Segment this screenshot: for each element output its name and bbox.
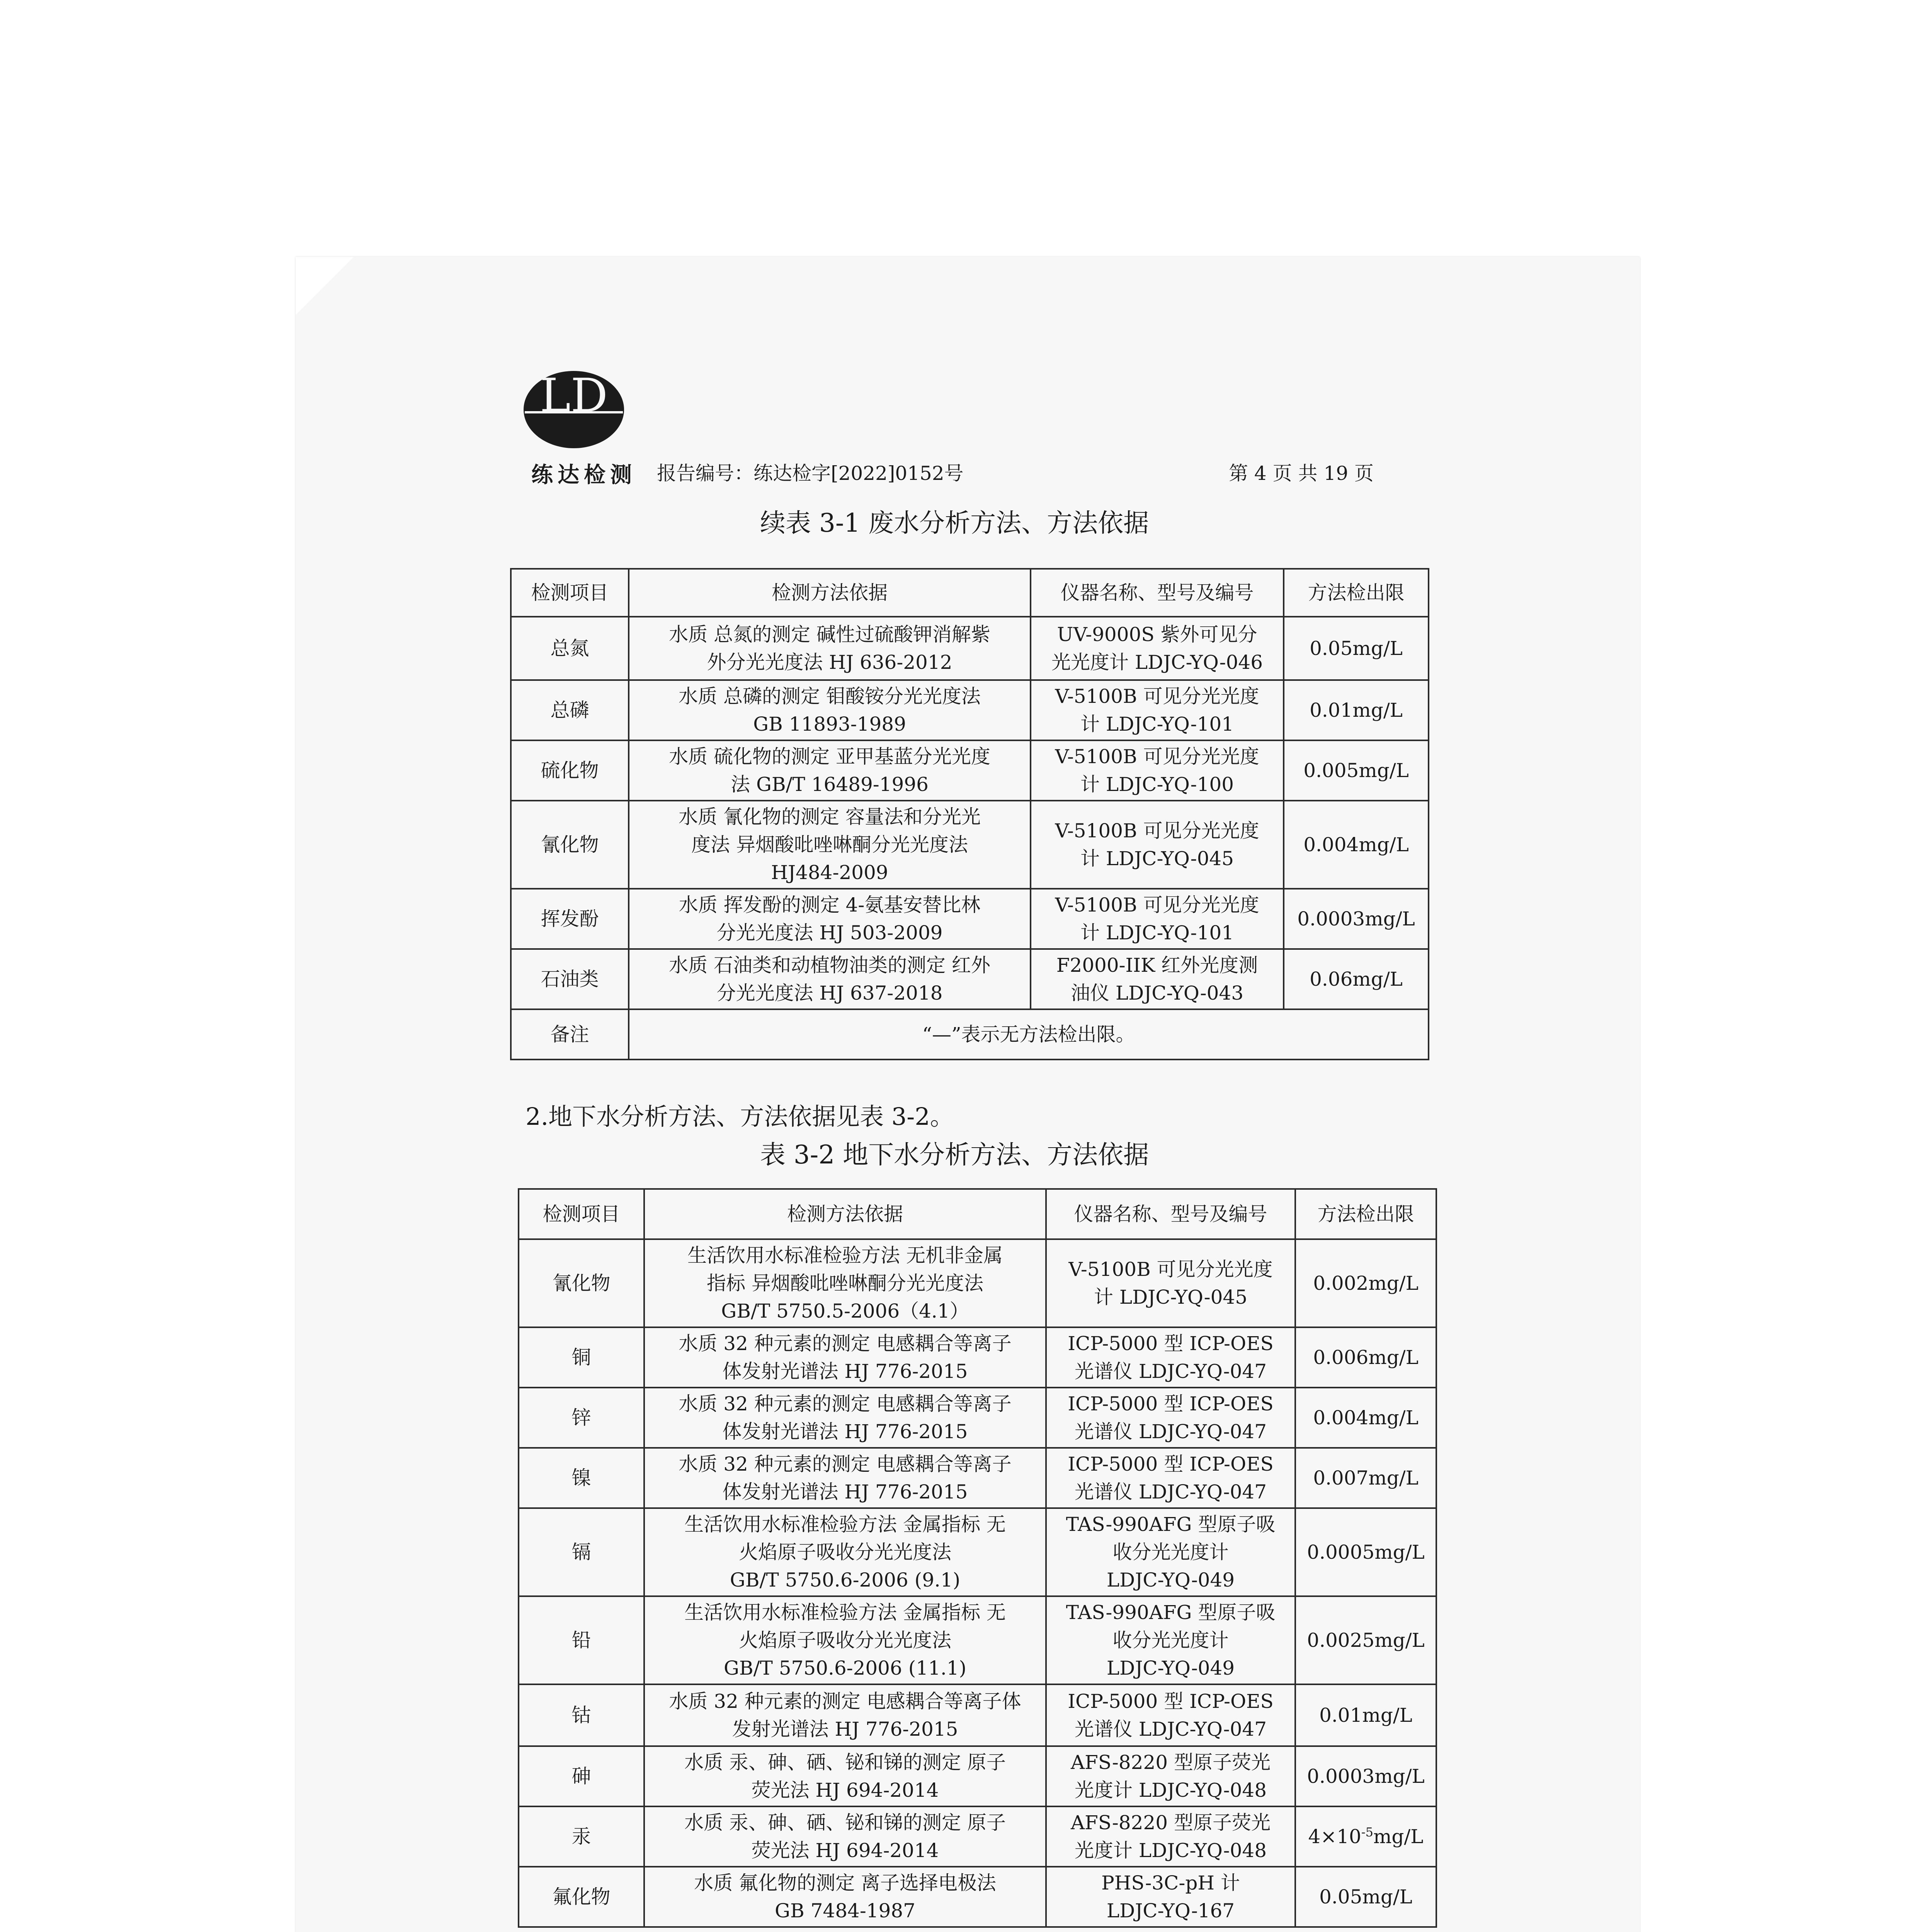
table-row: [511, 680, 1429, 740]
instrument-cell: V-5100B 可见分光光度 计 LDJC-YQ-101: [1031, 889, 1284, 949]
remark-label: 备注: [511, 1009, 629, 1060]
item-cell: 总氮: [511, 617, 629, 680]
item-cell: 砷: [519, 1746, 644, 1806]
method-cell: 生活饮用水标准检验方法 无机非金属 指标 异烟酸吡唑啉酮分光光度法 GB/T 5750.5-2006（4.1）: [644, 1239, 1046, 1327]
remark-row: [511, 1009, 1429, 1060]
method-cell: 水质 32 种元素的测定 电感耦合等离子体 发射光谱法 HJ 776-2015: [644, 1684, 1046, 1746]
instrument-cell: ICP-5000 型 ICP-OES 光谱仪 LDJC-YQ-047: [1046, 1388, 1295, 1448]
instrument-cell: AFS-8220 型原子荧光 光度计 LDJC-YQ-048: [1046, 1746, 1295, 1806]
remark-text: “—”表示无方法检出限。: [629, 1009, 1429, 1060]
logo-text: LD: [540, 369, 608, 423]
limit-cell: 0.0005mg/L: [1295, 1508, 1436, 1596]
instrument-cell: V-5100B 可见分光光度 计 LDJC-YQ-101: [1031, 680, 1284, 740]
header-cell: 方法检出限: [1284, 569, 1429, 617]
section-note: 2.地下水分析方法、方法依据见表 3-2。: [526, 1102, 954, 1131]
table-row: [519, 1239, 1436, 1327]
table-row: [519, 1746, 1436, 1806]
header-cell: 检测方法依据: [629, 569, 1031, 617]
method-cell: 生活饮用水标准检验方法 金属指标 无 火焰原子吸收分光光度法 GB/T 5750.6-2006 (9.1): [644, 1508, 1046, 1596]
company-logo: [522, 369, 626, 450]
limit-unit: mg/L: [1373, 1825, 1424, 1848]
limit-base: 4×10: [1308, 1825, 1361, 1848]
limit-cell: 0.004mg/L: [1295, 1388, 1436, 1448]
limit-cell: 0.005mg/L: [1284, 740, 1429, 801]
header-cell: 检测项目: [511, 569, 629, 617]
instrument-cell: AFS-8220 型原子荧光 光度计 LDJC-YQ-048: [1046, 1806, 1295, 1867]
item-cell: 硫化物: [511, 740, 629, 801]
limit-cell: 0.05mg/L: [1284, 617, 1429, 680]
instrument-cell: F2000-IIK 红外光度测 油仪 LDJC-YQ-043: [1031, 949, 1284, 1009]
instrument-cell: TAS-990AFG 型原子吸 收分光光度计 LDJC-YQ-049: [1046, 1596, 1295, 1684]
limit-exponent: -5: [1361, 1825, 1374, 1840]
report-number: 报告编号：练达检字[2022]0152号: [657, 462, 964, 485]
header-cell: 方法检出限: [1295, 1189, 1436, 1239]
table-row: [511, 740, 1429, 801]
method-cell: 生活饮用水标准检验方法 金属指标 无 火焰原子吸收分光光度法 GB/T 5750.6-2006 (11.1): [644, 1596, 1046, 1684]
limit-cell: 0.06mg/L: [1284, 949, 1429, 1009]
table-row: [519, 1596, 1436, 1684]
method-cell: 水质 氰化物的测定 容量法和分光光 度法 异烟酸吡唑啉酮分光光度法 HJ484-2009: [629, 801, 1031, 889]
limit-cell: 0.01mg/L: [1295, 1684, 1436, 1746]
table-row: [511, 949, 1429, 1009]
page-of-total: 第 4 页 共 19 页: [1229, 462, 1374, 485]
item-cell: 铅: [519, 1596, 644, 1684]
item-cell: 总磷: [511, 680, 629, 740]
table-row: [519, 1806, 1436, 1867]
limit-cell: 0.0025mg/L: [1295, 1596, 1436, 1684]
item-cell: 汞: [519, 1806, 644, 1867]
instrument-cell: ICP-5000 型 ICP-OES 光谱仪 LDJC-YQ-047: [1046, 1448, 1295, 1508]
instrument-cell: ICP-5000 型 ICP-OES 光谱仪 LDJC-YQ-047: [1046, 1684, 1295, 1746]
instrument-cell: PHS-3C-pH 计 LDJC-YQ-167: [1046, 1867, 1295, 1927]
limit-cell: [1295, 1806, 1436, 1867]
table-row: [519, 1867, 1436, 1927]
header-cell: 仪器名称、型号及编号: [1046, 1189, 1295, 1239]
table-row: [519, 1388, 1436, 1448]
table1-caption: 续表 3-1 废水分析方法、方法依据: [760, 508, 1149, 538]
table-row: [511, 801, 1429, 889]
table-row: [519, 1684, 1436, 1746]
limit-cell: 0.0003mg/L: [1284, 889, 1429, 949]
method-cell: 水质 32 种元素的测定 电感耦合等离子 体发射光谱法 HJ 776-2015: [644, 1448, 1046, 1508]
groundwater-methods-table: [518, 1188, 1437, 1928]
item-cell: 氟化物: [519, 1867, 644, 1927]
item-cell: 锌: [519, 1388, 644, 1448]
method-cell: 水质 挥发酚的测定 4-氨基安替比林 分光光度法 HJ 503-2009: [629, 889, 1031, 949]
limit-cell: 0.006mg/L: [1295, 1327, 1436, 1388]
table-header-row: [511, 569, 1429, 617]
limit-cell: 0.0003mg/L: [1295, 1746, 1436, 1806]
table-row: [519, 1448, 1436, 1508]
limit-cell: 0.004mg/L: [1284, 801, 1429, 889]
item-cell: 石油类: [511, 949, 629, 1009]
method-cell: 水质 汞、砷、硒、铋和锑的测定 原子 荧光法 HJ 694-2014: [644, 1746, 1046, 1806]
table-header-row: [519, 1189, 1436, 1239]
header-cell: 检测项目: [519, 1189, 644, 1239]
limit-cell: 0.05mg/L: [1295, 1867, 1436, 1927]
instrument-cell: V-5100B 可见分光光度 计 LDJC-YQ-100: [1031, 740, 1284, 801]
logo-caption: 练达检测: [531, 462, 636, 488]
method-cell: 水质 32 种元素的测定 电感耦合等离子 体发射光谱法 HJ 776-2015: [644, 1327, 1046, 1388]
wastewater-methods-table: [510, 568, 1429, 1060]
item-cell: 氰化物: [511, 801, 629, 889]
item-cell: 钴: [519, 1684, 644, 1746]
method-cell: 水质 硫化物的测定 亚甲基蓝分光光度 法 GB/T 16489-1996: [629, 740, 1031, 801]
item-cell: 镍: [519, 1448, 644, 1508]
instrument-cell: UV-9000S 紫外可见分 光光度计 LDJC-YQ-046: [1031, 617, 1284, 680]
table2-caption: 表 3-2 地下水分析方法、方法依据: [760, 1140, 1149, 1170]
item-cell: 镉: [519, 1508, 644, 1596]
scanned-page: [296, 257, 1640, 1932]
method-cell: 水质 32 种元素的测定 电感耦合等离子 体发射光谱法 HJ 776-2015: [644, 1388, 1046, 1448]
table-row: [511, 889, 1429, 949]
table-row: [519, 1327, 1436, 1388]
instrument-cell: TAS-990AFG 型原子吸 收分光光度计 LDJC-YQ-049: [1046, 1508, 1295, 1596]
method-cell: 水质 总氮的测定 碱性过硫酸钾消解紫 外分光光度法 HJ 636-2012: [629, 617, 1031, 680]
limit-cell: 0.01mg/L: [1284, 680, 1429, 740]
item-cell: 铜: [519, 1327, 644, 1388]
table-row: [519, 1508, 1436, 1596]
instrument-cell: ICP-5000 型 ICP-OES 光谱仪 LDJC-YQ-047: [1046, 1327, 1295, 1388]
limit-cell: 0.007mg/L: [1295, 1448, 1436, 1508]
instrument-cell: V-5100B 可见分光光度 计 LDJC-YQ-045: [1031, 801, 1284, 889]
limit-cell: 0.002mg/L: [1295, 1239, 1436, 1327]
method-cell: 水质 氟化物的测定 离子选择电极法 GB 7484-1987: [644, 1867, 1046, 1927]
instrument-cell: V-5100B 可见分光光度 计 LDJC-YQ-045: [1046, 1239, 1295, 1327]
page-fold-corner: [296, 257, 354, 315]
header-cell: 检测方法依据: [644, 1189, 1046, 1239]
method-cell: 水质 总磷的测定 钼酸铵分光光度法 GB 11893-1989: [629, 680, 1031, 740]
method-cell: 水质 汞、砷、硒、铋和锑的测定 原子 荧光法 HJ 694-2014: [644, 1806, 1046, 1867]
header-cell: 仪器名称、型号及编号: [1031, 569, 1284, 617]
table-row: [511, 617, 1429, 680]
item-cell: 氰化物: [519, 1239, 644, 1327]
item-cell: 挥发酚: [511, 889, 629, 949]
method-cell: 水质 石油类和动植物油类的测定 红外 分光光度法 HJ 637-2018: [629, 949, 1031, 1009]
